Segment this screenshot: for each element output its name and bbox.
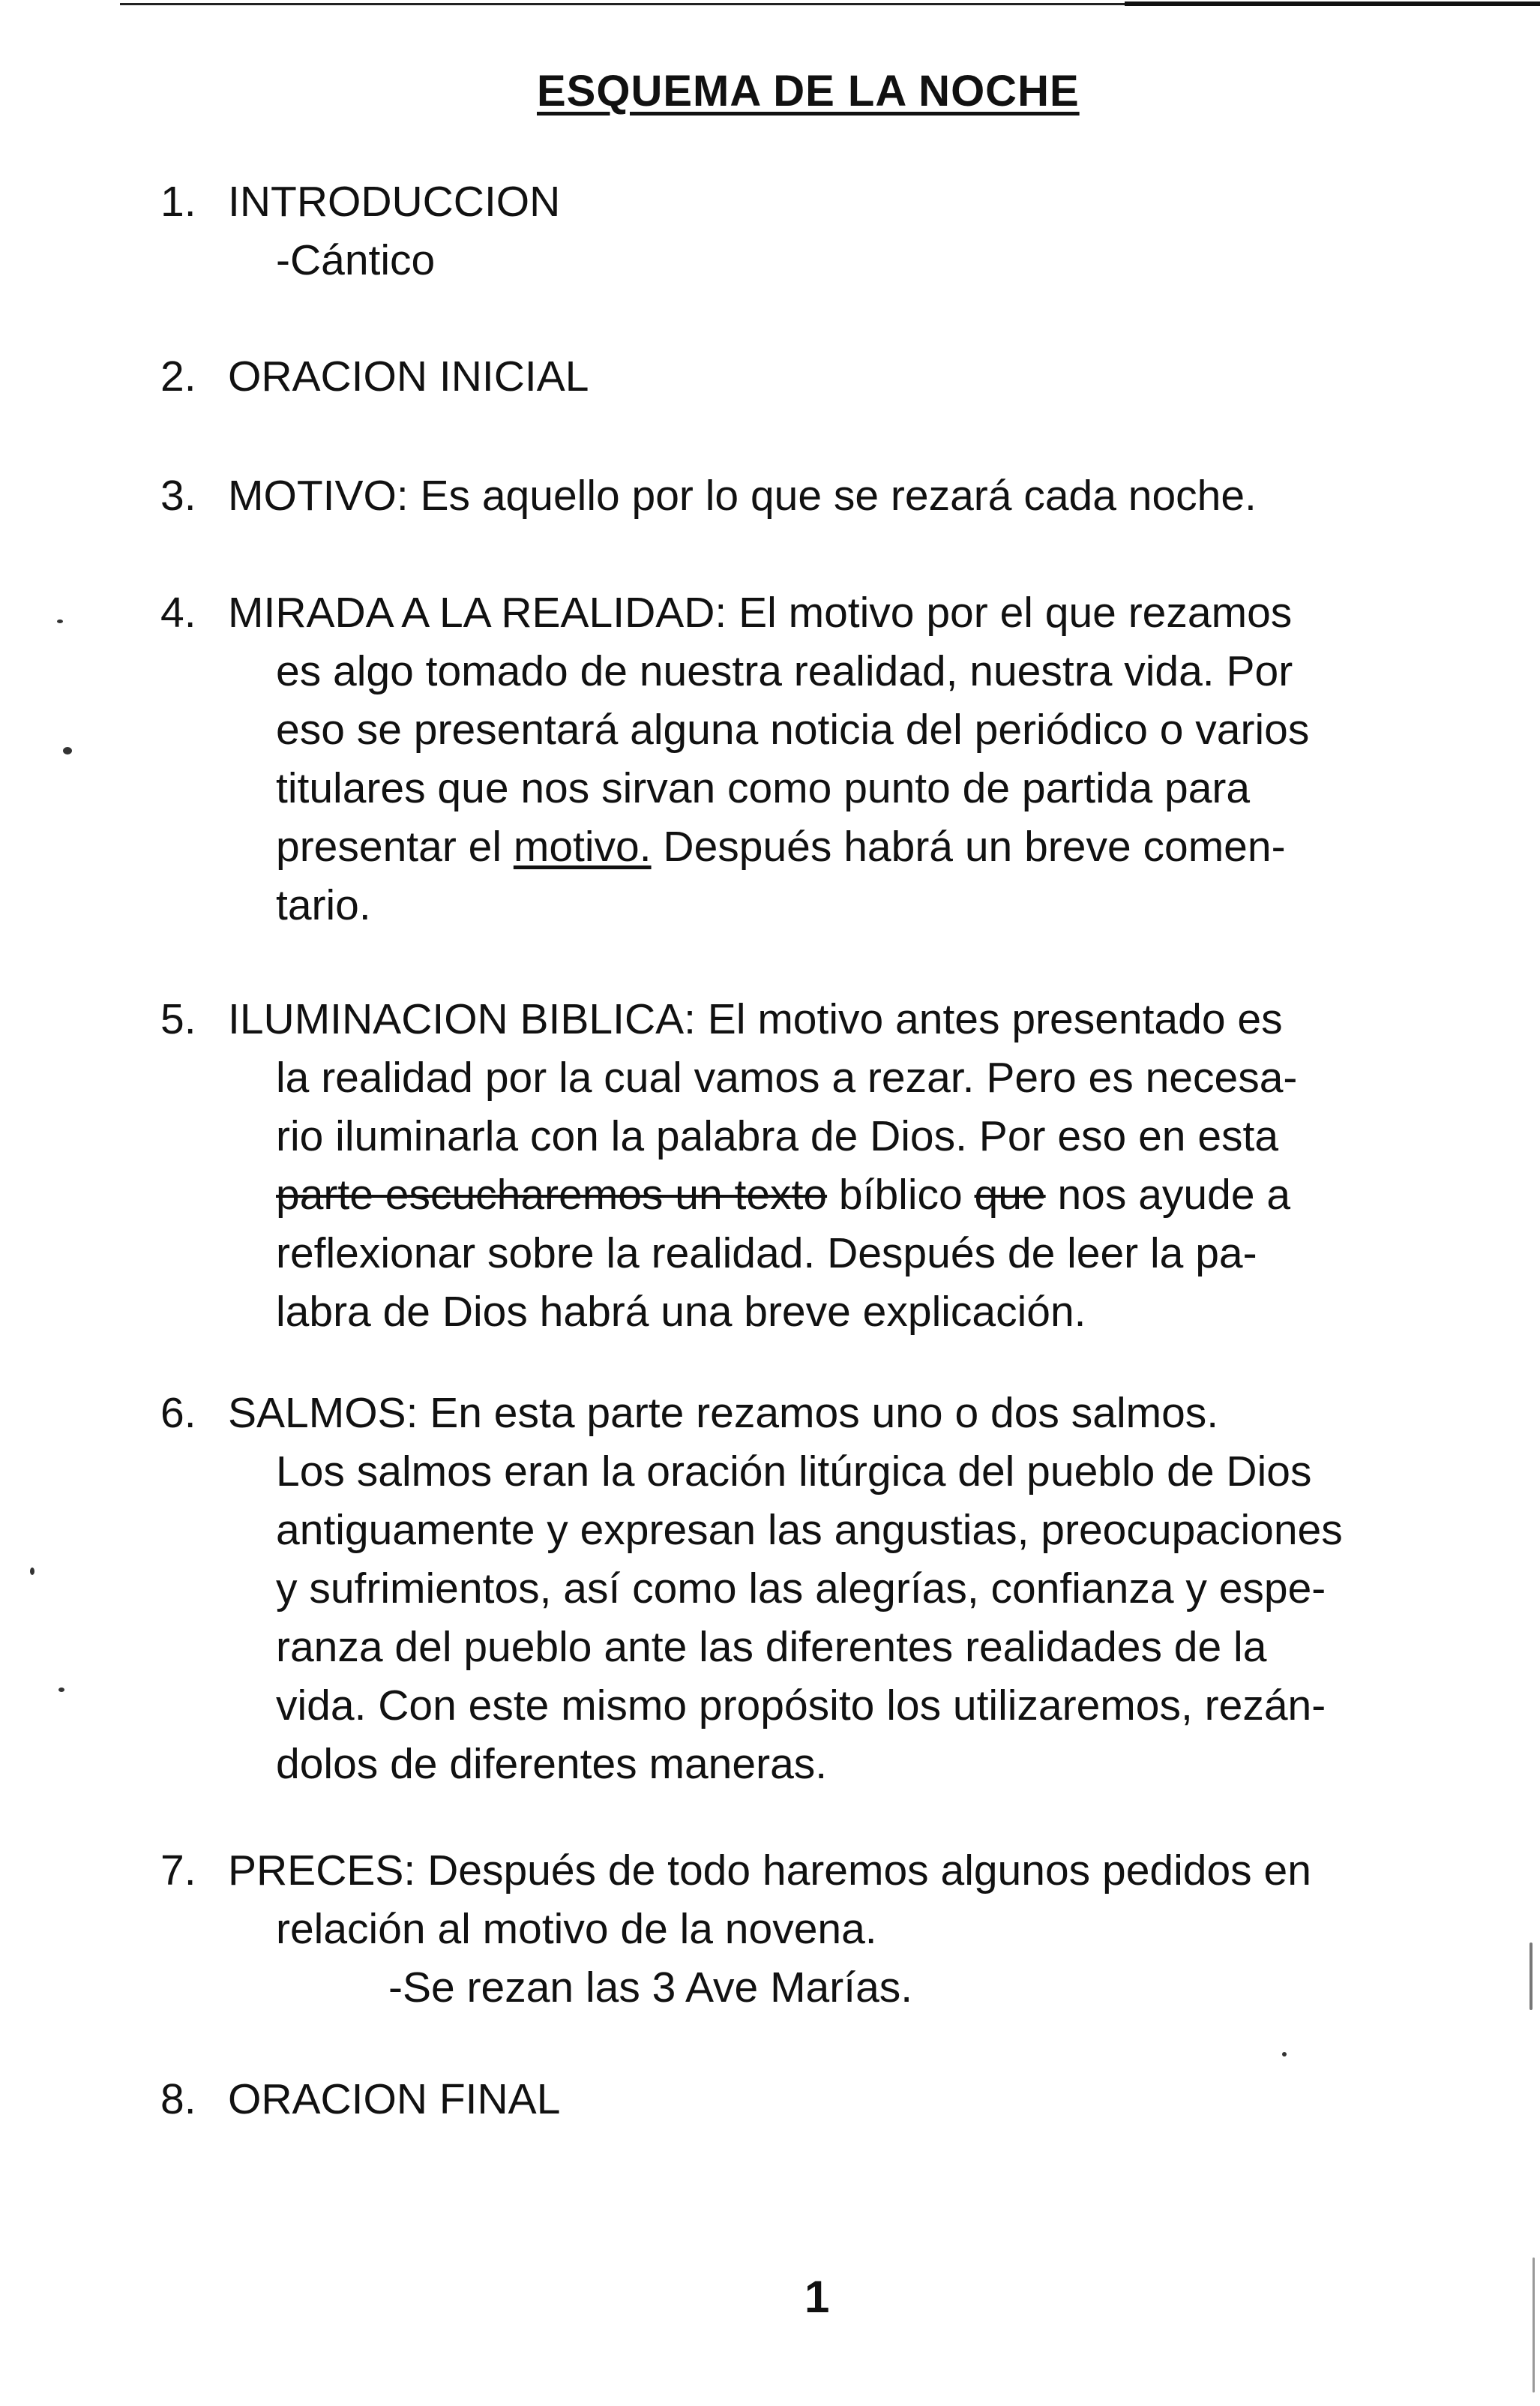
list-item-3: [160, 466, 1480, 525]
item-line: dolos de diferentes maneras.: [276, 1740, 828, 1788]
item-number: 4.: [160, 589, 196, 637]
item-text: bíblico: [827, 1171, 975, 1219]
item-line: SALMOS: En esta parte rezamos uno o dos salmos.: [228, 1389, 1219, 1437]
list-item-1: [160, 172, 1480, 290]
scan-speck: [58, 1688, 64, 1692]
scan-speck: [63, 747, 72, 754]
item-line: [228, 1166, 1480, 1224]
item-text: presentar el: [276, 823, 514, 871]
item-line: tario.: [276, 881, 371, 929]
item-line: reflexionar sobre la realidad. Después de leer la pa-: [276, 1229, 1257, 1277]
item-line: Los salmos eran la oración litúrgica del pueblo de Dios: [276, 1448, 1312, 1496]
item-line: eso se presentará alguna noticia del periódico o varios: [276, 706, 1310, 754]
page-title: ESQUEMA DE LA NOCHE: [537, 67, 1080, 116]
scan-speck: [1282, 2052, 1287, 2056]
item-line: labra de Dios habrá una breve explicación.: [276, 1288, 1086, 1336]
item-number: 3.: [160, 472, 196, 520]
item-line: ILUMINACION BIBLICA: El motivo antes presentado es: [228, 995, 1283, 1043]
item-line: antiguamente y expresan las angustias, preocupaciones: [276, 1506, 1343, 1554]
scan-speck: [1533, 2258, 1535, 2392]
list-item-6: [160, 1384, 1480, 1793]
underlined-word: motivo.: [513, 823, 652, 871]
item-number: 8.: [160, 2075, 196, 2123]
item-subline: -Cántico: [276, 236, 436, 284]
list-item-2: [160, 347, 1480, 406]
item-line: es algo tomado de nuestra realidad, nuestra vida. Por: [276, 647, 1293, 695]
top-rule-thick: [1125, 2, 1540, 6]
item-heading: ORACION INICIAL: [228, 352, 589, 400]
scan-speck: [30, 1568, 34, 1575]
item-line: MIRADA A LA REALIDAD: El motivo por el que rezamos: [228, 589, 1293, 637]
item-note: -Se rezan las 3 Ave Marías.: [388, 1964, 913, 2012]
item-heading: MOTIVO: Es aquello por lo que se rezará cada noche.: [228, 472, 1257, 520]
item-line: la realidad por la cual vamos a rezar. Pero es necesa-: [276, 1054, 1298, 1102]
item-line: relación al motivo de la novena.: [276, 1905, 877, 1953]
item-text: Después habrá un breve comen-: [651, 823, 1286, 871]
page-number: 1: [804, 2272, 830, 2322]
item-line: [228, 818, 1480, 876]
item-line: titulares que nos sirvan como punto de partida para: [276, 764, 1251, 812]
list-item-5: [160, 990, 1480, 1341]
item-number: 1.: [160, 178, 196, 226]
item-heading: ORACION FINAL: [228, 2075, 561, 2123]
item-text: nos ayude a: [1045, 1171, 1291, 1219]
item-line: vida. Con este mismo propósito los utilizaremos, rezán-: [276, 1682, 1326, 1730]
scan-speck: [57, 620, 63, 623]
item-number: 2.: [160, 352, 196, 400]
struck-text: parte escucharemos un texto: [276, 1171, 828, 1219]
item-number: 7.: [160, 1846, 196, 1894]
item-line: y sufrimientos, así como las alegrías, confianza y espe-: [276, 1564, 1326, 1612]
item-line: rio iluminarla con la palabra de Dios. Por eso en esta: [276, 1112, 1279, 1160]
list-item-4: [160, 584, 1480, 934]
item-line: PRECES: Después de todo haremos algunos pedidos en: [228, 1846, 1311, 1894]
struck-text: que: [974, 1171, 1046, 1219]
item-number: 6.: [160, 1389, 196, 1437]
list-item-7: [160, 1841, 1480, 2017]
item-line: ranza del pueblo ante las diferentes realidades de la: [276, 1623, 1267, 1671]
list-item-8: [160, 2070, 1480, 2128]
item-number: 5.: [160, 995, 196, 1043]
scan-speck: [1530, 1942, 1533, 2010]
item-heading: INTRODUCCION: [228, 178, 561, 226]
